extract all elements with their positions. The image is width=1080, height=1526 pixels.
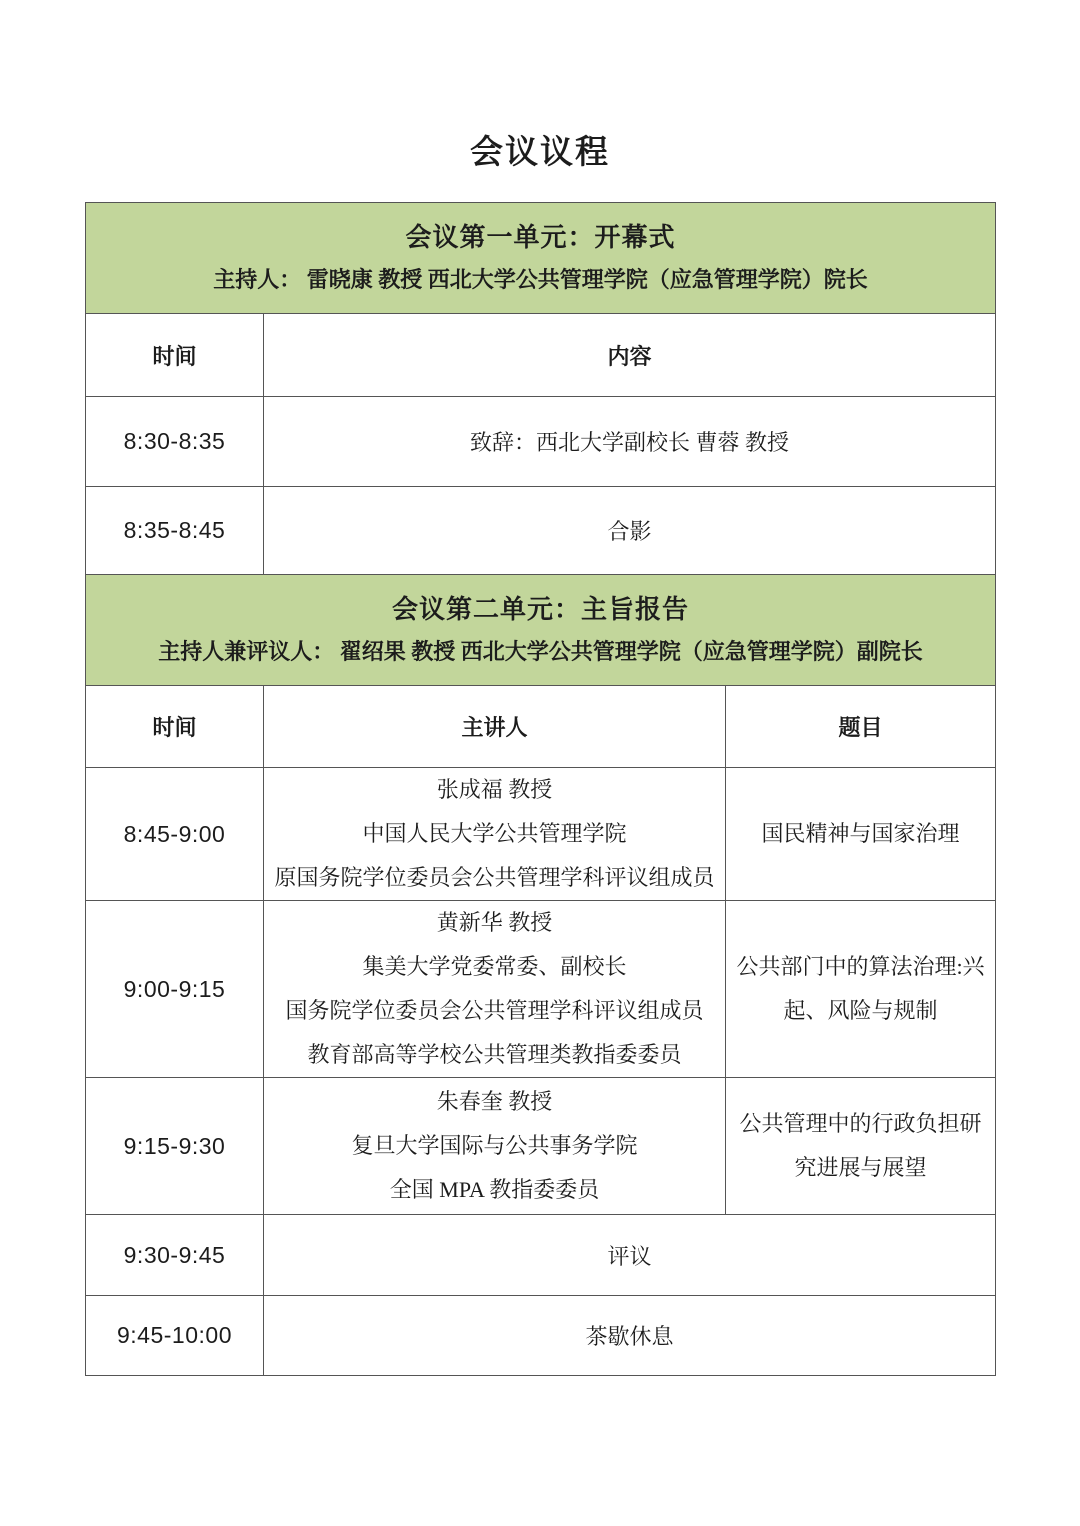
speaker-line: 国务院学位委员会公共管理学科评议组成员 bbox=[285, 998, 704, 1023]
content-cell: 评议 bbox=[264, 1215, 996, 1296]
content-cell: 茶歇休息 bbox=[264, 1296, 996, 1376]
speaker-line: 教育部高等学校公共管理类教指委委员 bbox=[307, 1042, 682, 1067]
talk-row bbox=[86, 1078, 996, 1215]
time-cell: 9:00-9:15 bbox=[86, 901, 264, 1078]
speaker-line: 原国务院学位委员会公共管理学科评议组成员 bbox=[274, 865, 715, 890]
section2-column-headers bbox=[86, 686, 996, 768]
speaker-cell bbox=[264, 901, 726, 1078]
speaker-line: 张成福 教授 bbox=[436, 777, 553, 802]
section1-band bbox=[86, 203, 996, 314]
section1-host-line bbox=[96, 261, 985, 299]
content-cell: 合影 bbox=[264, 487, 996, 575]
section2-host-label: 主持人兼评议人： bbox=[158, 639, 335, 664]
time-cell: 9:30-9:45 bbox=[86, 1215, 264, 1296]
speaker-line: 全国 MPA 教指委委员 bbox=[389, 1177, 600, 1202]
topic-cell: 公共部门中的算法治理:兴起、风险与规制 bbox=[726, 901, 996, 1078]
time-cell: 9:45-10:00 bbox=[86, 1296, 264, 1376]
col-header-speaker: 主讲人 bbox=[264, 686, 726, 768]
page-title: 会议议程 bbox=[470, 135, 610, 171]
section2-band bbox=[86, 575, 996, 686]
agenda-row bbox=[86, 487, 996, 575]
section1-host-label: 主持人： bbox=[213, 267, 302, 292]
col-header-time: 时间 bbox=[86, 314, 264, 397]
talk-row bbox=[86, 901, 996, 1078]
speaker-line: 黄新华 教授 bbox=[436, 910, 553, 935]
section2-host-line bbox=[96, 633, 985, 671]
talk-row bbox=[86, 768, 996, 901]
time-cell: 8:30-8:35 bbox=[86, 397, 264, 487]
section2-host-text: 翟绍果 教授 西北大学公共管理学院（应急管理学院）副院长 bbox=[339, 639, 923, 664]
time-cell: 8:35-8:45 bbox=[86, 487, 264, 575]
col-header-topic: 题目 bbox=[726, 686, 996, 768]
section1-title: 会议第一单元：开幕式 bbox=[405, 223, 676, 252]
agenda-row bbox=[86, 1215, 996, 1296]
speaker-line: 集美大学党委常委、副校长 bbox=[362, 954, 627, 979]
topic-cell: 公共管理中的行政负担研究进展与展望 bbox=[726, 1078, 996, 1215]
agenda-table bbox=[85, 202, 996, 1376]
speaker-line: 中国人民大学公共管理学院 bbox=[362, 821, 627, 846]
content-cell: 致辞：西北大学副校长 曹蓉 教授 bbox=[264, 397, 996, 487]
section1-column-headers bbox=[86, 314, 996, 397]
section2-title: 会议第二单元：主旨报告 bbox=[392, 595, 690, 624]
time-cell: 8:45-9:00 bbox=[86, 768, 264, 901]
speaker-cell bbox=[264, 768, 726, 901]
speaker-cell bbox=[264, 1078, 726, 1215]
agenda-row bbox=[86, 397, 996, 487]
topic-cell: 国民精神与国家治理 bbox=[726, 768, 996, 901]
time-cell: 9:15-9:30 bbox=[86, 1078, 264, 1215]
col-header-time: 时间 bbox=[86, 686, 264, 768]
col-header-content: 内容 bbox=[264, 314, 996, 397]
agenda-row bbox=[86, 1296, 996, 1376]
section1-host-text: 雷晓康 教授 西北大学公共管理学院（应急管理学院）院长 bbox=[306, 267, 868, 292]
speaker-line: 朱春奎 教授 bbox=[436, 1089, 553, 1114]
speaker-line: 复旦大学国际与公共事务学院 bbox=[351, 1133, 638, 1158]
